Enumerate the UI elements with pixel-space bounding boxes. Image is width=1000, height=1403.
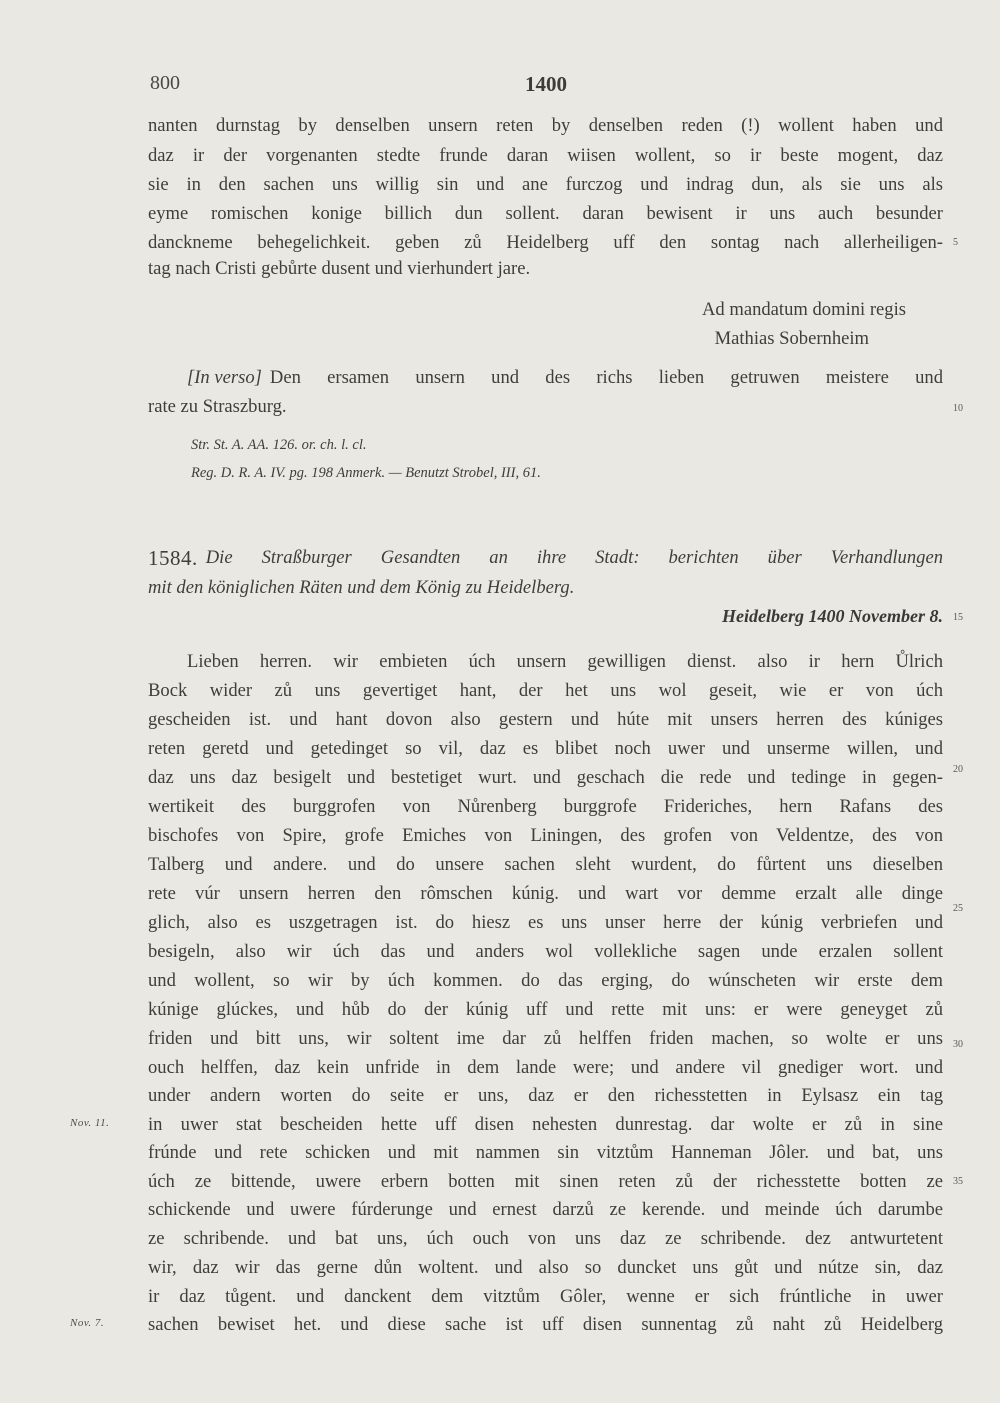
document-heading (148, 545, 943, 571)
text-line: ouch helffen, daz kein unfride in dem lande were; und andere vil gnediger wort. und (148, 1057, 943, 1078)
text-line: besigeln, also wir úch das und anders wol vollekliche sagen unde erzalen sollent (148, 941, 943, 962)
text-line: wir, daz wir das gerne důn woltent. und also so duncket uns gůt und nútze sin, daz (148, 1257, 943, 1278)
running-head-year: 1400 (525, 72, 567, 96)
signature-line: Mathias Sobernheim (714, 328, 869, 349)
address-line (187, 365, 943, 391)
text-line: und wollent, so wir by úch kommen. do das erging, do wúnscheten wir erste dem (148, 970, 943, 991)
source-citation: Str. St. A. AA. 126. or. ch. l. cl. (191, 437, 367, 453)
text-line: friden und bitt uns, wir soltent ime dar zů helffen friden machen, so wolte er uns (148, 1028, 943, 1049)
verso-label: [In verso] (187, 367, 262, 388)
text-line: glich, also es uszgetragen ist. do hiesz es uns unser herre der kúnig verbriefen und (148, 912, 943, 933)
text-line: Bock wider zů uns gevertiget hant, der het uns wol geseit, wie er von úch (148, 680, 943, 701)
text-line: rete vúr unsern herren den rômschen kúnig. und wart vor demme erzalt alle dinge (148, 883, 943, 904)
document-title: mit den königlichen Räten und dem König zu Heidelberg. (148, 577, 575, 598)
text-line: bischofes von Spire, grofe Emiches von Liningen, des grofen von Veldentze, des von (148, 825, 943, 846)
text-line: daz ir der vorgenanten stedte frunde daran wiisen wollent, so ir beste mogent, daz (148, 145, 943, 166)
text-line: reten geretd und getedinget so vil, daz es blibet noch uwer und unserme willen, und (148, 738, 943, 759)
document-dateline: Heidelberg 1400 November 8. (722, 606, 943, 626)
text-line: wertikeit des burggrofen von Nůrenberg burggrofe Frideriches, hern Rafans des (148, 796, 943, 817)
source-citation: Reg. D. R. A. IV. pg. 198 Anmerk. — Benutzt Strobel, III, 61. (191, 465, 541, 481)
text-line: ir daz tůgent. und danckent dem vitztům Gôler, wenne er sich frúntliche in uwer (148, 1286, 943, 1307)
text-line: under andern worten do seite er uns, daz er den richesstetten in Eylsasz ein tag (148, 1085, 943, 1106)
text-line: Lieben herren. wir embieten úch unsern gewilligen dienst. also ir hern Ůlrich (187, 651, 943, 672)
text-line: sie in den sachen uns willig sin und ane furczog und indrag dun, als sie uns als (148, 174, 943, 195)
margin-line-number: 25 (953, 903, 963, 914)
margin-line-number: 35 (953, 1176, 963, 1187)
text-line: kúnige glúckes, und hůb do der kúnig uff und rette mit uns: er were geneyget zů (148, 999, 943, 1020)
text-line: gescheiden ist. und hant dovon also gestern und húte mit unsers herren des kúniges (148, 709, 943, 730)
text-line: danckneme behegelichkeit. geben zů Heidelberg uff den sontag nach allerheiligen- (148, 232, 943, 253)
text-line: schickende und uwere fúrderunge und ernest darzů ze kerende. und meinde úch darumbe (148, 1199, 943, 1220)
text-line: ze schribende. und bat uns, úch ouch von uns daz ze schribende. dez antwurtetent (148, 1228, 943, 1249)
margin-line-number: 30 (953, 1039, 963, 1050)
margin-line-number: 5 (953, 237, 958, 248)
address-text: Den ersamen unsern und des richs lieben getruwen meistere und (269, 367, 943, 388)
margin-date-note: Nov. 11. (70, 1117, 110, 1129)
text-line: nanten durnstag by denselben unsern reten by denselben reden (!) wollent haben und (148, 115, 943, 136)
text-line: in uwer stat bescheiden hette uff disen nehesten dunrestag. dar wolte er zů in sine (148, 1114, 943, 1135)
margin-date-note: Nov. 7. (70, 1317, 105, 1329)
document-number: 1584. (148, 546, 198, 570)
page-number: 800 (150, 72, 180, 94)
text-line: daz uns daz besigelt und bestetiget wurt. und geschach die rede und tedinge in gegen- (148, 767, 943, 788)
margin-line-number: 20 (953, 764, 963, 775)
text-line: Talberg und andere. und do unsere sachen sleht wurdent, do fůrtent uns dieselben (148, 854, 943, 875)
text-line: tag nach Cristi gebůrte dusent und vierhundert jare. (148, 258, 531, 279)
text-line: eyme romischen konige billich dun sollent. daran bewisent ir uns auch besunder (148, 203, 943, 224)
text-line: sachen bewiset het. und diese sache ist uff disen sunnentag zů naht zů Heidelberg (148, 1314, 943, 1335)
document-title: Die Straßburger Gesandten an ihre Stadt: berichten über Verhandlungen (205, 547, 943, 568)
signature-line: Ad mandatum domini regis (702, 299, 906, 320)
text-line: frúnde und rete schicken und mit nammen sin vitztům Hanneman Jôler. und bat, uns (148, 1142, 943, 1163)
address-line: rate zu Straszburg. (148, 396, 287, 417)
text-line: úch ze bittende, uwere erbern botten mit sinen reten zů der richesstette botten ze (148, 1171, 943, 1192)
margin-line-number: 15 (953, 612, 963, 623)
margin-line-number: 10 (953, 403, 963, 414)
